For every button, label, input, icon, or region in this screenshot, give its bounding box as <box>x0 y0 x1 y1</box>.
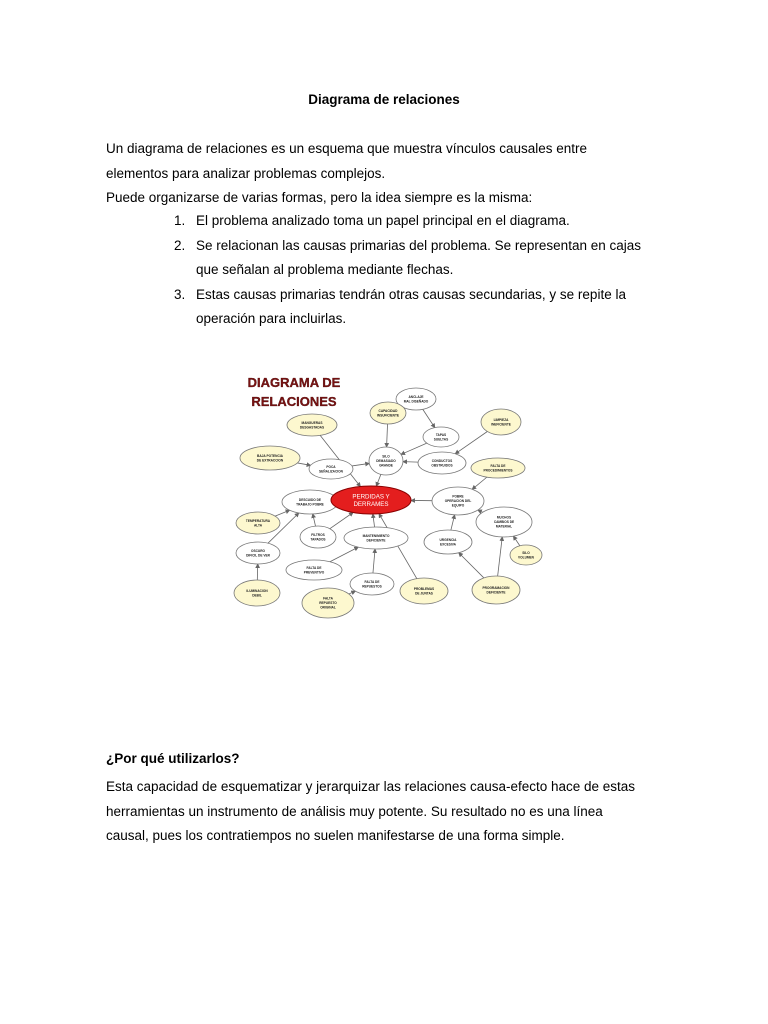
diagram-node-mangueras <box>287 414 337 436</box>
diagram-node-conductos <box>418 452 466 474</box>
diagram-node-text: FALTA DE <box>490 463 506 468</box>
diagram-node-iluminacion <box>234 580 280 606</box>
diagram-node-text: EQUIPO <box>451 503 465 508</box>
diagram-node-text: PERDIDAS Y <box>352 493 390 501</box>
diagram-node-descuido <box>282 490 338 514</box>
diagram-node-text: EXCESIVA <box>440 542 456 547</box>
diagram-node-capacidad <box>370 402 406 424</box>
diagram-node-text: DESCUIDO DE <box>298 497 322 502</box>
relations-diagram <box>232 365 532 615</box>
intro-paragraph <box>106 137 666 211</box>
diagram-title-line: RELACIONES <box>251 394 337 409</box>
diagram-nodes <box>234 388 542 618</box>
diagram-arrow <box>451 515 455 530</box>
diagram-node-text: TAPAS <box>435 432 447 437</box>
diagram-node-oscuro <box>236 542 280 564</box>
diagram-node-limpieza <box>481 409 521 435</box>
intro-line: elementos para analizar problemas complejos. <box>106 165 386 181</box>
diagram-node-text: CAMBIOS DE <box>493 520 515 525</box>
numbered-list <box>106 209 666 332</box>
diagram-arrow <box>349 591 356 594</box>
diagram-node-falta-prev <box>286 560 342 580</box>
diagram-center-node <box>331 486 411 514</box>
diagram-node-text: POBRE <box>452 494 464 499</box>
diagram-node-text: SEÑALIZACION <box>319 469 343 474</box>
list-number: 3. <box>174 286 186 302</box>
list-item-line: Estas causas primarias tendrán otras causas secundarias, y se repite la <box>196 286 626 302</box>
intro-line: Un diagrama de relaciones es un esquema que muestra vínculos causales entre <box>106 141 588 156</box>
diagram-node-falta-proc <box>471 458 525 478</box>
diagram-node-baja-potencia <box>240 446 300 470</box>
why-line: causal, pues los contratiempos no suelen manifestarse de una forma simple. <box>106 828 565 843</box>
diagram-node-text: SILO <box>382 454 390 459</box>
diagram-title-line: DIAGRAMA DE <box>247 375 341 390</box>
diagram-node-text: ALTA <box>253 523 263 528</box>
diagram-node-text: FALTA <box>323 596 333 601</box>
diagram-node-text: OSCURO <box>251 548 265 553</box>
diagram-heading <box>248 375 341 409</box>
diagram-node-temperatura <box>236 512 280 534</box>
diagram-arrow <box>376 474 381 486</box>
diagram-arrow <box>403 462 418 463</box>
diagram-node-text: PROBLEMAS <box>413 586 435 591</box>
diagram-node-text: PREVENTIVO <box>303 570 325 575</box>
list-number: 2. <box>174 237 186 253</box>
diagram-arrow <box>423 409 435 427</box>
diagram-node-text: ORIGINAL <box>320 605 336 610</box>
diagram-node-falta-rep-orig <box>302 588 354 618</box>
diagram-node-text: SILO <box>522 550 530 555</box>
diagram-node-text: REPUESTOS <box>362 584 382 589</box>
section-heading: ¿Por qué utilizarlos? <box>106 751 240 766</box>
relations-diagram-figure <box>232 365 532 615</box>
diagram-node-text: MAL DISEÑADO <box>403 399 429 404</box>
diagram-node-text: DEMASIADO <box>376 459 396 464</box>
diagram-node-text: MUCHOS <box>496 515 512 520</box>
diagram-node-text: MANGUERAS <box>301 420 323 425</box>
diagram-node-text: MATERIAL <box>495 524 513 529</box>
diagram-node-mucho-cambio <box>476 507 532 537</box>
diagram-arrow <box>387 424 388 447</box>
diagram-node-text: LIMPIEZA <box>493 417 509 422</box>
diagram-arrow <box>297 463 310 465</box>
diagram-node-text: DE EXTRACCION <box>256 458 284 463</box>
list-number: 1. <box>174 213 186 228</box>
diagram-node-text: ANCLAJE <box>408 394 424 399</box>
diagram-node-text: INEFICIENTE <box>491 422 511 427</box>
diagram-node-text: DE JUNTAS <box>415 591 433 596</box>
list-item-line: El problema analizado toma un papel principal en el diagrama. <box>196 213 570 228</box>
diagram-node-text: CAPACIDAD <box>378 408 398 413</box>
diagram-node-filtros <box>300 526 336 548</box>
diagram-node-text: URGENCIA <box>439 537 457 542</box>
diagram-node-poca-senal <box>309 459 353 479</box>
diagram-node-text: INSUFICIENTE <box>376 413 400 418</box>
diagram-node-text: POCA <box>326 464 336 469</box>
intro-line: Puede organizarse de varias formas, pero la idea siempre es la misma: <box>106 190 533 205</box>
diagram-node-text: ILUMINACION <box>246 588 268 593</box>
diagram-node-text: DEFICIENTE <box>366 538 386 543</box>
diagram-node-text: MANTENIMIENTO <box>362 533 390 538</box>
why-line: herramientas un instrumento de análisis muy potente. Su resultado no es una línea <box>106 803 603 819</box>
list-item <box>106 283 666 332</box>
diagram-node-programacion <box>472 576 520 604</box>
diagram-node-text: TRABAJO POBRE <box>296 502 324 507</box>
diagram-node-silo <box>369 447 403 475</box>
diagram-arrow <box>373 549 375 573</box>
diagram-arrow <box>330 513 353 529</box>
diagram-arrow <box>478 510 483 512</box>
diagram-node-problemas-juntas <box>400 578 448 604</box>
diagram-node-text: OPERACION DEL <box>444 499 472 504</box>
diagram-node-text: FILTROS <box>311 532 325 537</box>
diagram-arrow <box>472 477 487 489</box>
why-line: Esta capacidad de esquematizar y jerarquizar las relaciones causa-efecto hace de estas <box>106 779 636 794</box>
diagram-node-falta-rep <box>350 573 394 595</box>
diagram-node-silo-vol <box>510 545 542 565</box>
diagram-arrow <box>401 443 427 454</box>
diagram-node-text: OBSTRUIDOS <box>431 463 453 468</box>
diagram-node-text: GRANDE <box>379 463 393 468</box>
diagram-arrow <box>455 431 487 453</box>
diagram-arrow <box>352 463 369 466</box>
diagram-node-text: PROGRAMACION <box>482 585 510 590</box>
diagram-arrow <box>313 514 316 526</box>
diagram-node-text: FALTA DE <box>306 565 322 570</box>
diagram-node-text: TAPADOS <box>310 537 326 542</box>
diagram-node-text: DESGASTADAS <box>299 425 325 430</box>
diagram-node-text: DEBIL <box>252 593 262 598</box>
diagram-node-tapas <box>423 427 459 447</box>
diagram-arrow <box>330 547 358 562</box>
diagram-arrow <box>459 553 484 578</box>
diagram-node-text: PROCEDIMIENTOS <box>483 468 513 473</box>
diagram-node-mantenimiento <box>344 527 408 549</box>
diagram-node-text: TEMPERATURA <box>245 518 271 523</box>
why-paragraph <box>106 775 666 849</box>
diagram-arrow <box>275 510 290 516</box>
diagram-node-text: CONDUCTOS <box>431 458 453 463</box>
diagram-node-text: VOLUMEN <box>518 555 534 560</box>
diagram-node-text: BAJA POTENCIA <box>257 453 283 458</box>
diagram-node-text: DEFICIENTE <box>486 590 506 595</box>
list-item-line: que señalan al problema mediante flechas. <box>196 262 454 277</box>
diagram-node-text: SUELTAS <box>433 437 449 442</box>
list-item <box>106 209 666 234</box>
diagram-node-pobre-oper <box>432 487 484 515</box>
diagram-node-text: FALTA DE <box>364 579 380 584</box>
diagram-node-text: DIFICIL DE VER <box>246 553 270 558</box>
diagram-arrow <box>373 514 375 527</box>
list-item-line: Se relacionan las causas primarias del problema. Se representan en cajas <box>196 237 641 253</box>
list-item <box>106 234 666 283</box>
list-item-line: operación para incluirlas. <box>196 311 347 326</box>
document-title: Diagrama de relaciones <box>308 92 460 107</box>
diagram-node-text: REPUESTO <box>319 601 337 606</box>
diagram-node-text: DERRAMES <box>353 500 389 508</box>
diagram-arrow <box>498 537 503 576</box>
diagram-node-urgencia <box>424 530 472 554</box>
diagram-arrow <box>513 536 519 546</box>
